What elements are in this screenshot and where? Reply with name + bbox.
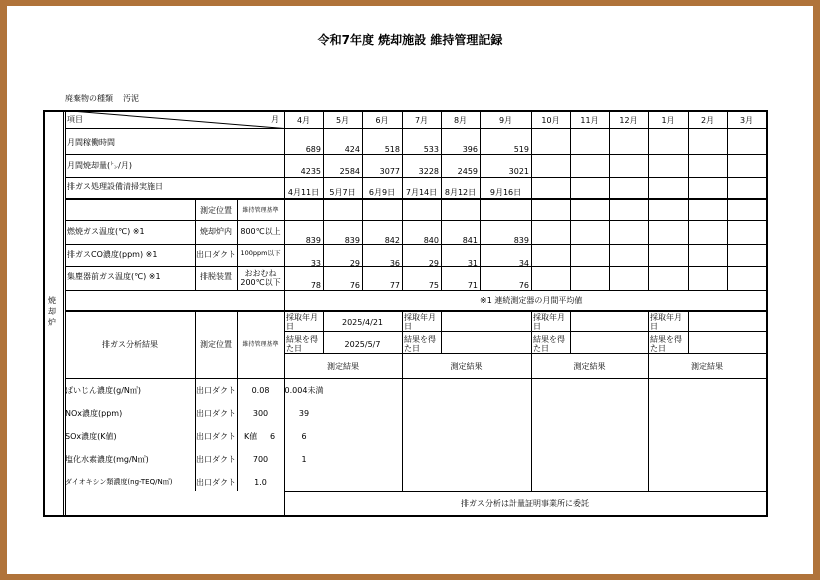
measurement-value: 75 bbox=[428, 281, 439, 290]
result-date-label: 結果を得た日 bbox=[404, 335, 436, 353]
analysis-result: 6 bbox=[301, 432, 307, 441]
incineration-amount-value: 2459 bbox=[457, 167, 478, 176]
grid-line bbox=[727, 110, 728, 290]
measurement-standard: 800℃以上 bbox=[240, 227, 281, 236]
grid-line bbox=[688, 310, 689, 353]
analysis-result: 0.004未満 bbox=[284, 386, 324, 395]
header-item-label: 項目 bbox=[67, 115, 83, 124]
grid-line bbox=[402, 310, 403, 491]
result-header: 測定結果 bbox=[573, 362, 606, 371]
analysis-standard-header: 維持管理基準 bbox=[242, 341, 279, 348]
operating-hours-value: 689 bbox=[305, 145, 321, 154]
analysis-position: 出口ダクト bbox=[196, 478, 236, 487]
measurement-value: 71 bbox=[467, 281, 478, 290]
header-month-label: 月 bbox=[271, 115, 279, 124]
month-header: 11月 bbox=[580, 116, 599, 125]
operating-hours-value: 424 bbox=[344, 145, 360, 154]
analysis-standard-prefix: K値 bbox=[244, 432, 258, 441]
cleaning-date-value: 7月14日 bbox=[405, 188, 438, 197]
month-header: 1月 bbox=[661, 116, 675, 125]
page-title: 令和7年度 焼却施設 維持管理記録 bbox=[317, 33, 503, 47]
grid-line bbox=[65, 378, 766, 379]
cleaning-date-value: 8月12日 bbox=[444, 188, 477, 197]
grid-line bbox=[531, 310, 532, 491]
measurement-standard: 200℃以下 bbox=[240, 278, 281, 287]
result-date-label: 結果を得た日 bbox=[286, 335, 318, 353]
table-border-bottom bbox=[43, 515, 767, 517]
measurement-value: 76 bbox=[518, 281, 529, 290]
cleaning-date-value: 6月9日 bbox=[368, 188, 396, 197]
operating-hours-value: 518 bbox=[384, 145, 400, 154]
measurement-value: 34 bbox=[518, 259, 529, 268]
grid-line bbox=[284, 331, 766, 332]
cleaning-date-value: 4月11日 bbox=[287, 188, 320, 197]
month-header: 12月 bbox=[619, 116, 638, 125]
result-header: 測定結果 bbox=[691, 362, 723, 371]
result-date-label: 結果を得た日 bbox=[650, 335, 682, 353]
cleaning-date-value: 9月16日 bbox=[489, 188, 522, 197]
standard-header: 維持管理基準 bbox=[242, 207, 279, 214]
analysis-standard: 6 bbox=[270, 432, 276, 441]
sample-date-label: 採取年月日 bbox=[286, 313, 318, 331]
sample-date-value: 2025/4/21 bbox=[341, 318, 384, 327]
grid-line bbox=[531, 110, 532, 290]
analysis-position-header: 測定位置 bbox=[200, 340, 232, 349]
measurement-value: 840 bbox=[423, 236, 439, 245]
measurement-label: 排ガスCO濃度(ppm) ※1 bbox=[67, 250, 158, 259]
measurement-value: 29 bbox=[349, 259, 360, 268]
month-header: 5月 bbox=[335, 116, 350, 125]
table-border-right bbox=[766, 110, 768, 517]
sample-date-label: 採取年月日 bbox=[404, 313, 436, 331]
analysis-position: 出口ダクト bbox=[196, 455, 236, 464]
side-column-line bbox=[63, 110, 64, 517]
side-label-char: 焼 bbox=[48, 296, 56, 305]
measurement-value: 78 bbox=[310, 281, 321, 290]
incineration-amount-value: 3228 bbox=[418, 167, 439, 176]
operating-hours-value: 519 bbox=[513, 145, 529, 154]
operating-hours-label: 月間稼働時間 bbox=[67, 138, 115, 147]
measurement-value: 842 bbox=[384, 236, 400, 245]
analysis-item-label: NOx濃度(ppm) bbox=[65, 409, 123, 418]
analysis-position: 出口ダクト bbox=[196, 409, 236, 418]
analysis-standard: 0.08 bbox=[251, 386, 270, 395]
analysis-title: 排ガス分析結果 bbox=[102, 340, 158, 349]
grid-line bbox=[609, 110, 610, 290]
analysis-position: 出口ダクト bbox=[196, 386, 236, 395]
measurement-value: 31 bbox=[467, 259, 478, 268]
grid-line bbox=[65, 220, 766, 221]
analysis-item-label: 塩化水素濃度(mg/N㎥) bbox=[65, 455, 149, 464]
measurement-value: 36 bbox=[389, 259, 400, 268]
incineration-amount-value: 4235 bbox=[300, 167, 321, 176]
incineration-amount-value: 2584 bbox=[339, 167, 360, 176]
measurement-position: 出口ダクト bbox=[196, 250, 236, 259]
measurement-standard: 100ppm以下 bbox=[240, 249, 281, 257]
grid-line bbox=[284, 110, 285, 310]
analysis-standard: 1.0 bbox=[254, 478, 267, 487]
section-divider bbox=[65, 198, 766, 200]
measurement-label: 燃焼ガス温度(℃) ※1 bbox=[67, 227, 145, 236]
month-header: 9月 bbox=[498, 116, 513, 125]
measurement-value: 76 bbox=[349, 281, 360, 290]
measurement-value: 839 bbox=[305, 236, 321, 245]
section-divider bbox=[65, 310, 766, 312]
side-label-char: 炉 bbox=[48, 318, 56, 327]
grid-line bbox=[648, 110, 649, 290]
grid-line bbox=[570, 110, 571, 290]
month-header: 2月 bbox=[700, 116, 715, 125]
analysis-item-label: SOx濃度(K値) bbox=[65, 432, 117, 441]
result-date-value: 2025/5/7 bbox=[344, 340, 381, 349]
analysis-result: 1 bbox=[301, 455, 307, 464]
measurement-value: 77 bbox=[389, 281, 400, 290]
month-header: 8月 bbox=[453, 116, 468, 125]
month-header: 3月 bbox=[739, 116, 754, 125]
result-header: 測定結果 bbox=[327, 362, 359, 371]
table-border-left bbox=[43, 110, 45, 517]
result-date-label: 結果を得た日 bbox=[533, 335, 565, 353]
grid-line bbox=[284, 353, 766, 354]
grid-line bbox=[65, 177, 766, 178]
analysis-standard: 700 bbox=[252, 455, 269, 464]
grid-line bbox=[284, 491, 766, 492]
operating-hours-value: 533 bbox=[423, 145, 439, 154]
grid-line bbox=[65, 128, 766, 129]
incineration-amount-value: 3021 bbox=[508, 167, 529, 176]
cleaning-date-value: 5月7日 bbox=[329, 188, 356, 197]
measurement-value: 841 bbox=[462, 236, 478, 245]
measurement-standard: おおむね bbox=[244, 269, 277, 278]
sample-date-label: 採取年月日 bbox=[533, 313, 565, 331]
grid-line bbox=[65, 154, 766, 155]
measurement-position: 排脱装置 bbox=[200, 272, 232, 281]
measurement-position: 焼却炉内 bbox=[200, 227, 232, 236]
cleaning-date-label: 排ガス処理設備清掃実施日 bbox=[67, 182, 163, 191]
analysis-standard: 300 bbox=[252, 409, 269, 418]
result-header: 測定結果 bbox=[450, 362, 483, 371]
waste-type-value: 汚泥 bbox=[123, 94, 139, 103]
analysis-item-label: ばいじん濃度(g/N㎥) bbox=[65, 386, 141, 395]
measurement-value: 839 bbox=[344, 236, 360, 245]
analysis-position: 出口ダクト bbox=[196, 432, 236, 441]
incineration-amount-value: 3077 bbox=[379, 167, 400, 176]
month-header: 10月 bbox=[541, 116, 560, 125]
measurement-label: 集塵器前ガス温度(℃) ※1 bbox=[67, 272, 161, 281]
measurement-value: 33 bbox=[310, 259, 321, 268]
operating-hours-value: 396 bbox=[462, 145, 478, 154]
analysis-result: 39 bbox=[298, 409, 310, 418]
grid-line bbox=[648, 310, 649, 491]
month-header: 7月 bbox=[414, 116, 429, 125]
waste-type-label: 廃棄物の種類 bbox=[65, 94, 113, 103]
analysis-footer-note: 排ガス分析は計量証明事業所に委託 bbox=[461, 499, 589, 508]
grid-line bbox=[65, 290, 766, 291]
grid-line bbox=[688, 110, 689, 290]
analysis-item-label: ダイオキシン類濃度(ng-TEQ/N㎥) bbox=[65, 478, 173, 486]
incineration-amount-label: 月間焼却量(㌧/月) bbox=[67, 161, 132, 170]
position-header: 測定位置 bbox=[200, 206, 232, 215]
month-header: 4月 bbox=[296, 116, 311, 125]
measurement-value: 29 bbox=[428, 259, 439, 268]
month-header: 6月 bbox=[375, 116, 389, 125]
side-label-char: 却 bbox=[48, 307, 56, 316]
measurement-value: 839 bbox=[513, 236, 529, 245]
table-border-top bbox=[43, 110, 767, 112]
sample-date-label: 採取年月日 bbox=[650, 313, 682, 331]
continuous-note: ※1 連続測定器の月間平均値 bbox=[480, 296, 583, 305]
